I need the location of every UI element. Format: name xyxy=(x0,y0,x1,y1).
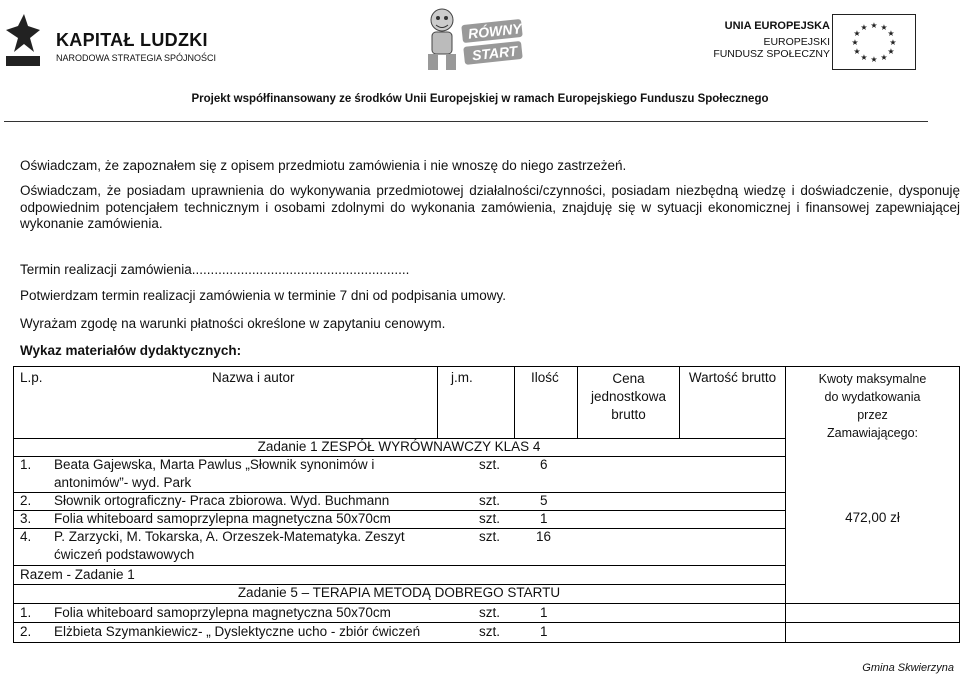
eu-logo-line1: UNIA EUROPEJSKA xyxy=(724,20,830,32)
task1-total-label: Razem - Zadanie 1 xyxy=(20,567,135,582)
header-lp: L.p. xyxy=(20,370,43,385)
header-divider xyxy=(4,121,928,122)
completion-date-line: Termin realizacji zamówienia.......................................................... xyxy=(20,262,410,277)
svg-text:★: ★ xyxy=(853,47,861,56)
svg-text:★: ★ xyxy=(870,55,878,64)
section-title-task1: Zadanie 1 ZESPÓŁ WYRÓWNAWCZY KLAS 4 xyxy=(257,439,541,454)
header-gross-value: Wartość brutto xyxy=(688,370,777,385)
svg-text:★: ★ xyxy=(870,21,878,30)
svg-text:★: ★ xyxy=(887,47,895,56)
svg-text:★: ★ xyxy=(889,38,897,47)
materials-table: L.p. Nazwa i autor j.m. Ilość Cena jednostkowa brutto Wartość brutto Kwoty maksymalne do wydatkowania przez Zamawiającego: Zadanie 1 ZESPÓŁ WYRÓWNAWCZY KLAS 4 1. Beata Gajewska, Marta Pawlus „Słownik synonimów i antonimów”- wyd. Park szt. 6 2. Słownik ortograficzny- Praca zbiorowa. Wyd. Buchmann szt. 5 3. Folia whiteboard samoprzylepna magnetyczna 50x70cm szt. 1 4. P. Zarzycki, M. Tokarska, A. Orzeszek-Matematyka. Zeszyt ćwiczeń podstawowych szt. 16 Razem - Zadanie 1 472,00 zł Zadanie 5 – TERAPIA METODĄ DOBREGO STARTU 1. Folia whiteboard samoprzylepna magnetyczna 50x70cm szt. 1 2. Elżbieta Szymankiewicz- „ Dyslektyczne ucho - zbiór ćwiczeń szt. 1 xyxy=(13,366,960,644)
svg-text:★: ★ xyxy=(887,29,895,38)
materials-list-heading: Wykaz materiałów dydaktycznych: xyxy=(20,343,242,358)
max-amount-value: 472,00 zł xyxy=(845,510,900,525)
svg-text:★: ★ xyxy=(853,29,861,38)
header-name: Nazwa i autor xyxy=(212,370,295,385)
footer-municipality: Gmina Skwierzyna xyxy=(862,662,954,674)
svg-text:★: ★ xyxy=(880,23,888,32)
svg-text:★: ★ xyxy=(851,38,859,47)
header-qty: Ilość xyxy=(531,370,559,385)
kapital-ludzki-logo xyxy=(4,12,217,68)
eu-logo-line2: EUROPEJSKI xyxy=(763,36,830,48)
project-cofinancing-line: Projekt współfinansowany ze środków Unii Europejskiej w ramach Europejskiego Funduszu Społecznego xyxy=(191,93,769,105)
svg-text:★: ★ xyxy=(860,53,868,62)
kapital-ludzki-title: KAPITAŁ LUDZKI xyxy=(56,30,208,50)
header-unit: j.m. xyxy=(451,370,473,385)
rowny-start-logo xyxy=(420,4,530,78)
eu-logo xyxy=(713,14,916,70)
eu-logo-line3: FUNDUSZ SPOŁECZNY xyxy=(713,48,830,60)
svg-text:★: ★ xyxy=(860,23,868,32)
payment-terms-consent: Wyrażam zgodę na warunki płatności określone w zapytaniu cenowym. xyxy=(20,316,446,331)
header-unit-price: Cena jednostkowa brutto xyxy=(590,371,667,422)
statement-no-objections: Oświadczam, że zapoznałem się z opisem przedmiotu zamówienia i nie wnoszę do niego zastrzeżeń. xyxy=(20,158,627,173)
rowny-start-line2: START xyxy=(471,42,519,64)
statement-qualifications: Oświadczam, że posiadam uprawnienia do wykonywania przedmiotowej działalności/czynności, posiadam niezbędną wiedzę i doświadczenie, dysponuję odpowiednim potencjałem technicznym i osobami zdolnymi do wykonania zamówienia, znajduję się w sytuacji ekonomicznej i finansowej zapewniającej wykonanie zamówienia. xyxy=(20,183,960,231)
rowny-start-line1: RÓWNY xyxy=(467,20,523,42)
section-title-task5: Zadanie 5 – TERAPIA METODĄ DOBREGO STARTU xyxy=(237,585,561,600)
svg-text:★: ★ xyxy=(880,53,888,62)
kapital-ludzki-star-icon xyxy=(4,12,44,68)
header-max-amount: Kwoty maksymalne do wydatkowania przez Zamawiającego: xyxy=(818,372,927,440)
eu-flag-icon xyxy=(832,14,916,70)
completion-confirmation: Potwierdzam termin realizacji zamówienia w terminie 7 dni od podpisania umowy. xyxy=(20,288,506,303)
kapital-ludzki-subtitle: NARODOWA STRATEGIA SPÓJNOŚCI xyxy=(56,53,217,63)
